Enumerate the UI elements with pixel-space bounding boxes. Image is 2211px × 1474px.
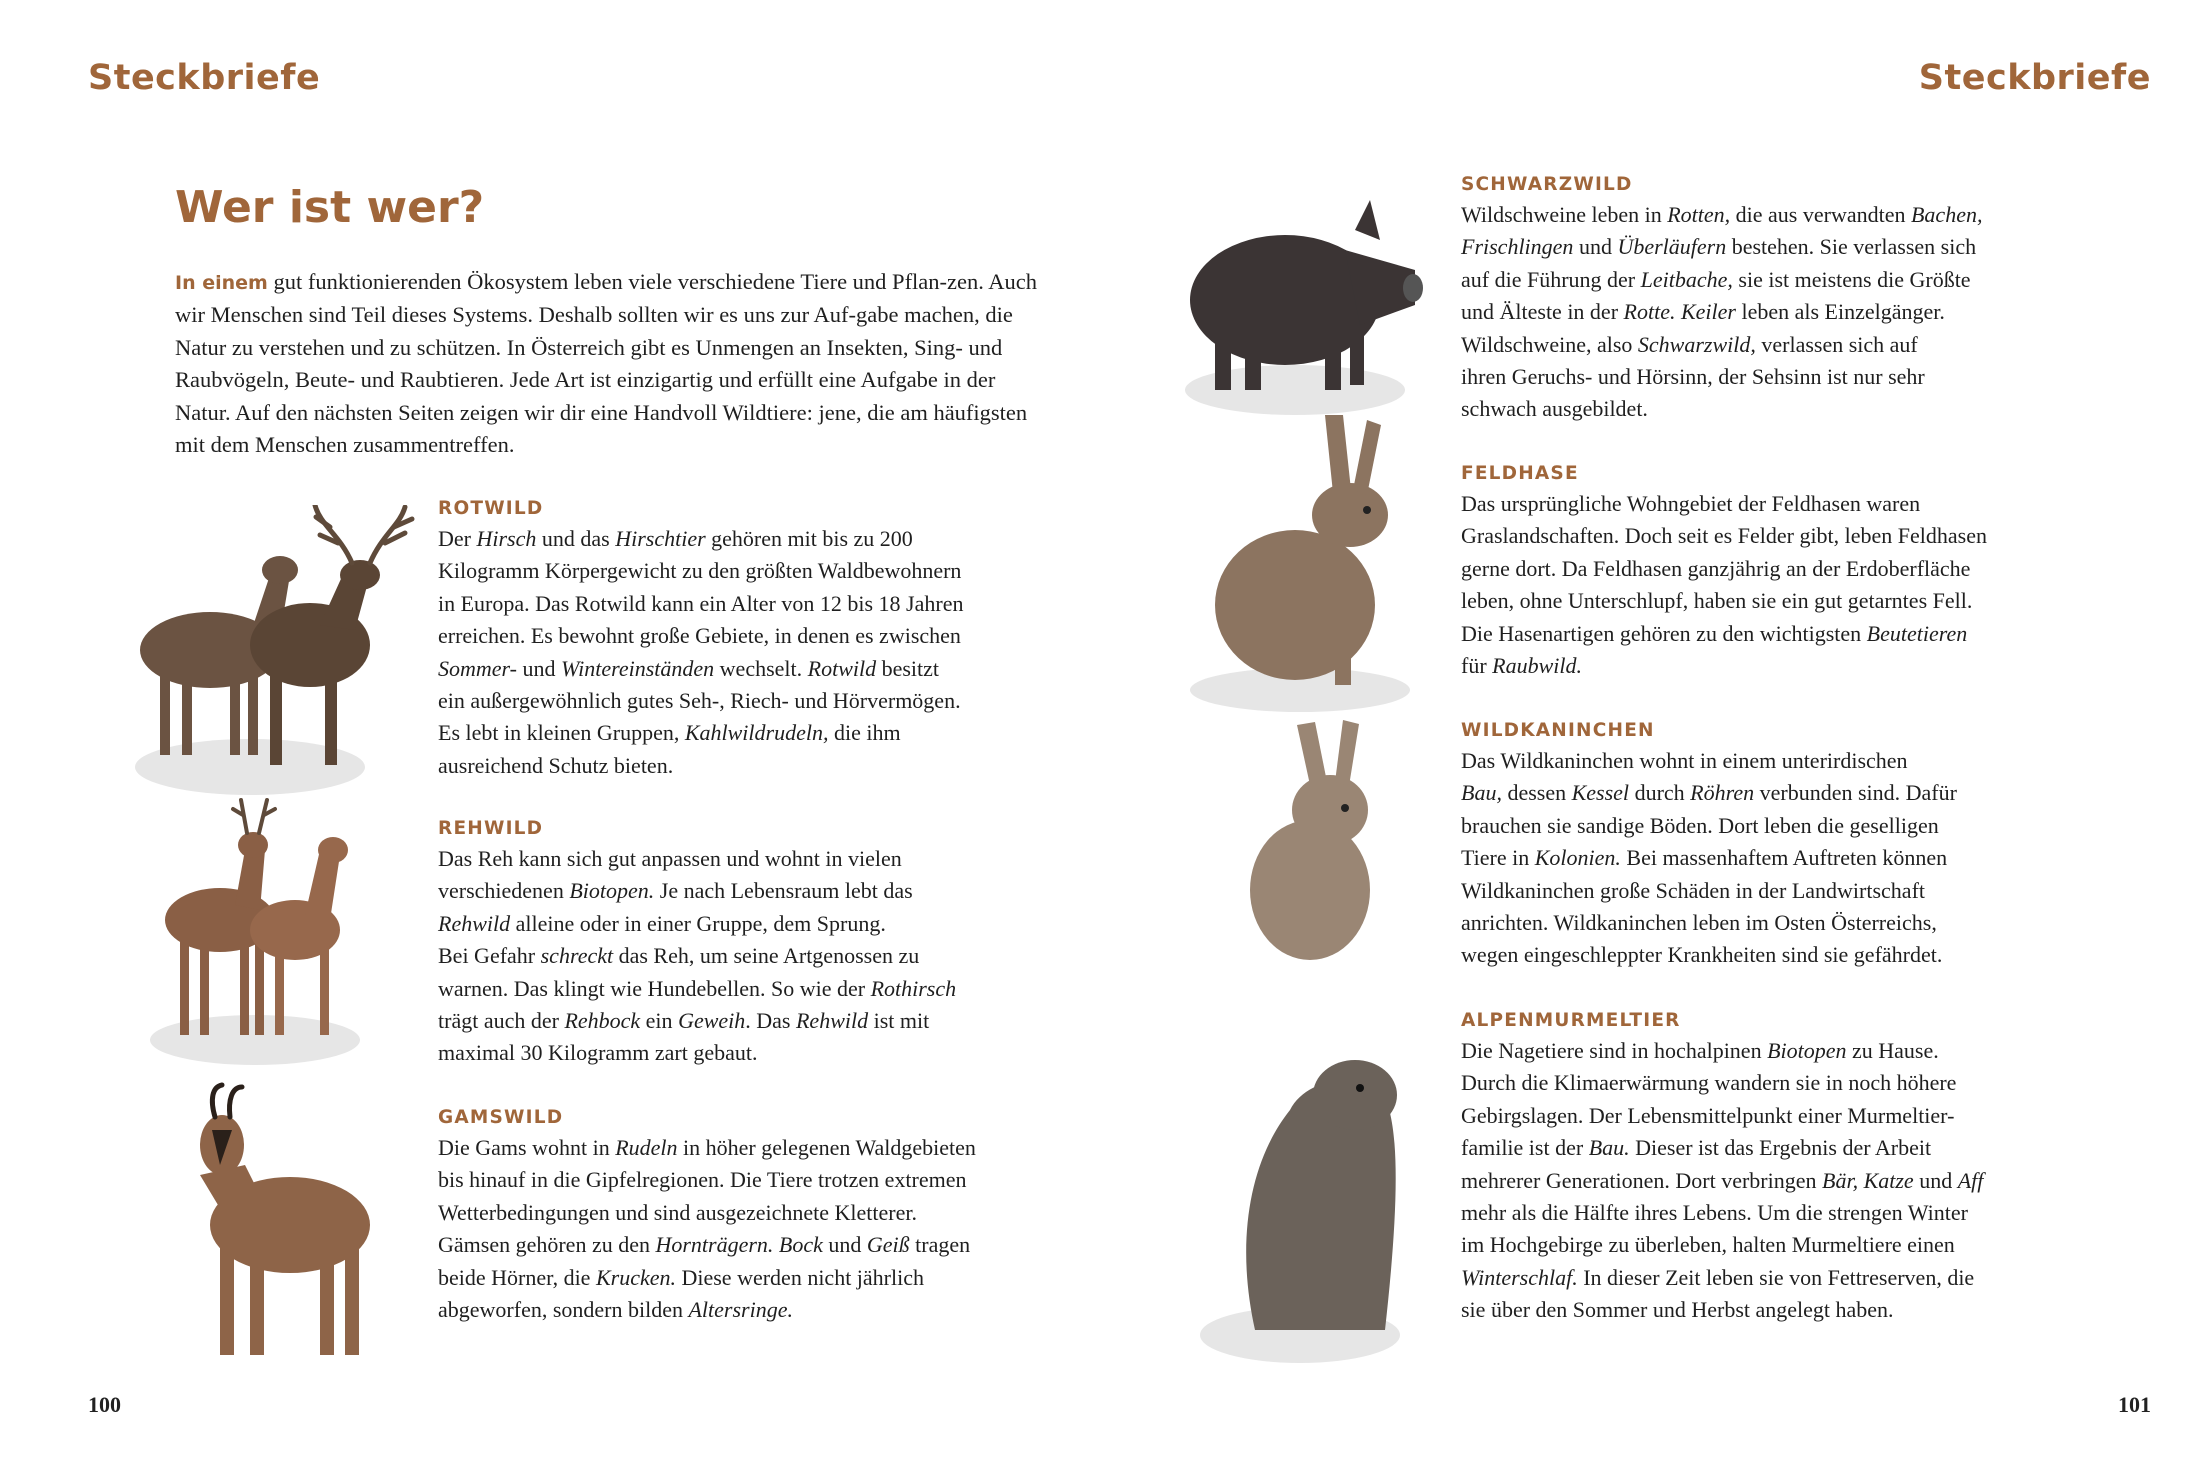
section-body: Die Nagetiere sind in hochalpinen Biotopen zu Hause. Durch die Klimaerwärmung wandern sie in noch höhere Gebirgslagen. Der Lebensmittelpunkt einer Murmeltier- familie ist der Bau. Dieser ist das Ergebnis der Arbeit mehrerer Generationen. Dort verbringen Bär, Katze und Aff mehr als die Hälfte ihres Lebens. Um die strengen Winter im Hochgebirge zu überleben, halten Murmeltiere einen Winterschlaf. In dieser Zeit leben sie von Fettreserven, die sie über den Sommer und Herbst angelegt haben. [1461,1038,1984,1323]
intro-paragraph [175,266,1045,461]
section-body: Wildschweine leben in Rotten, die aus verwandten Bachen, Frischlingen und Überläufern bestehen. Sie verlassen sich auf die Führung der Leitbache, sie ist meistens die Größte und Älteste in der Rotte. Keiler leben als Einzelgänger. Wildschweine, also Schwarzwild, verlassen sich auf ihren Geruchs- und Hörsinn, der Sehsinn ist nur sehr schwach ausgebildet. [1461,202,1983,422]
section-wildkaninchen [1461,720,2081,972]
section-heading: REHWILD [438,818,544,839]
section-heading: FELDHASE [1461,463,1579,484]
red-deer-illustration [120,505,420,805]
section-heading: WILDKANINCHEN [1461,720,1655,741]
section-gamswild [438,1107,1058,1326]
section-body: Das ursprüngliche Wohngebiet der Feldhasen waren Graslandschaften. Doch seit es Felder gibt, leben Feldhasen gerne dort. Da Feldhasen ganzjährig an der Erdoberfläche leben, ohne Unterschlupf, haben sie ein gut getarntes Fell. Die Hasenartigen gehören zu den wichtigsten Beutetieren für Raubwild. [1461,491,1988,679]
hare-illustration [1175,415,1435,715]
rabbit-illustration [1235,720,1395,970]
section-body: Das Reh kann sich gut anpassen und wohnt in vielen verschiedenen Biotopen. Je nach Lebensraum lebt das Rehwild alleine oder in einer Gruppe, dem Sprung. Bei Gefahr schreckt das Reh, um seine Artgenossen zu warnen. Das klingt wie Hundebellen. So wie der Rothirsch trägt auch der Rehbock ein Geweih. Das Rehwild ist mit maximal 30 Kilogramm zart gebaut. [438,846,957,1066]
section-heading: SCHWARZWILD [1461,174,1633,195]
section-rehwild [438,818,1058,1070]
section-heading: ALPENMURMELTIER [1461,1010,1681,1031]
intro-lead: In einem [175,272,268,294]
wild-boar-illustration [1165,190,1435,430]
section-body: Die Gams wohnt in Rudeln in höher gelegenen Waldgebieten bis hinauf in die Gipfelregionen. Die Tiere trotzen extremen Wetterbedingungen und sind ausgezeichnete Kletterer. Gämsen gehören zu den Hornträgern. Bock und Geiß tragen beide Hörner, die Krucken. Diese werden nicht jährlich abgeworfen, sondern bilden Altersringe. [438,1135,976,1323]
page-title: Wer ist wer? [175,182,485,233]
chamois-illustration [150,1075,400,1375]
section-alpenmurmeltier [1461,1010,2081,1327]
marmot-illustration [1195,1040,1435,1370]
running-header-left: Steckbriefe [88,58,321,98]
section-feldhase [1461,463,2081,682]
roe-deer-illustration [135,795,395,1075]
section-heading: ROTWILD [438,498,544,519]
page-number-right: 101 [2118,1392,2151,1417]
section-rotwild [438,498,1058,782]
section-body: Der Hirsch und das Hirschtier gehören mit bis zu 200 Kilogramm Körpergewicht zu den größten Waldbewohnern in Europa. Das Rotwild kann ein Alter von 12 bis 18 Jahren erreichen. Es bewohnt große Gebiete, in denen es zwischen Sommer- und Wintereinständen wechselt. Rotwild besitzt ein außergewöhnlich gutes Seh-, Riech- und Hörvermögen. Es lebt in kleinen Gruppen, Kahlwildrudeln, die ihm ausreichend Schutz bieten. [438,526,964,778]
page-number-left: 100 [88,1392,121,1417]
section-schwarzwild [1461,174,2081,426]
running-header-right: Steckbriefe [1918,58,2151,98]
section-heading: GAMSWILD [438,1107,564,1128]
intro-text: gut funktionierenden Ökosystem leben viele verschiedene Tiere und Pflan-zen. Auch wir Menschen sind Teil dieses Systems. Deshalb sollten wir es uns zur Auf-gabe machen, die Natur zu verstehen und zu schützen. In Österreich gibt es Unmengen an Insekten, Sing- und Raubvögeln, Beute- und Raubtieren. Jede Art ist einzigartig und erfüllt eine Aufgabe in der Natur. Auf den nächsten Seiten zeigen wir dir eine Handvoll Wildtiere: jene, die am häufigsten mit dem Menschen zusammentreffen. [175,269,1038,458]
section-body: Das Wildkaninchen wohnt in einem unterirdischen Bau, dessen Kessel durch Röhren verbunden sind. Dafür brauchen sie sandige Böden. Dort leben die geselligen Tiere in Kolonien. Bei massenhaftem Auftreten können Wildkaninchen große Schäden in der Landwirtschaft anrichten. Wildkaninchen leben im Osten Österreichs, wegen eingeschleppter Krankheiten sind sie gefährdet. [1461,748,1957,968]
